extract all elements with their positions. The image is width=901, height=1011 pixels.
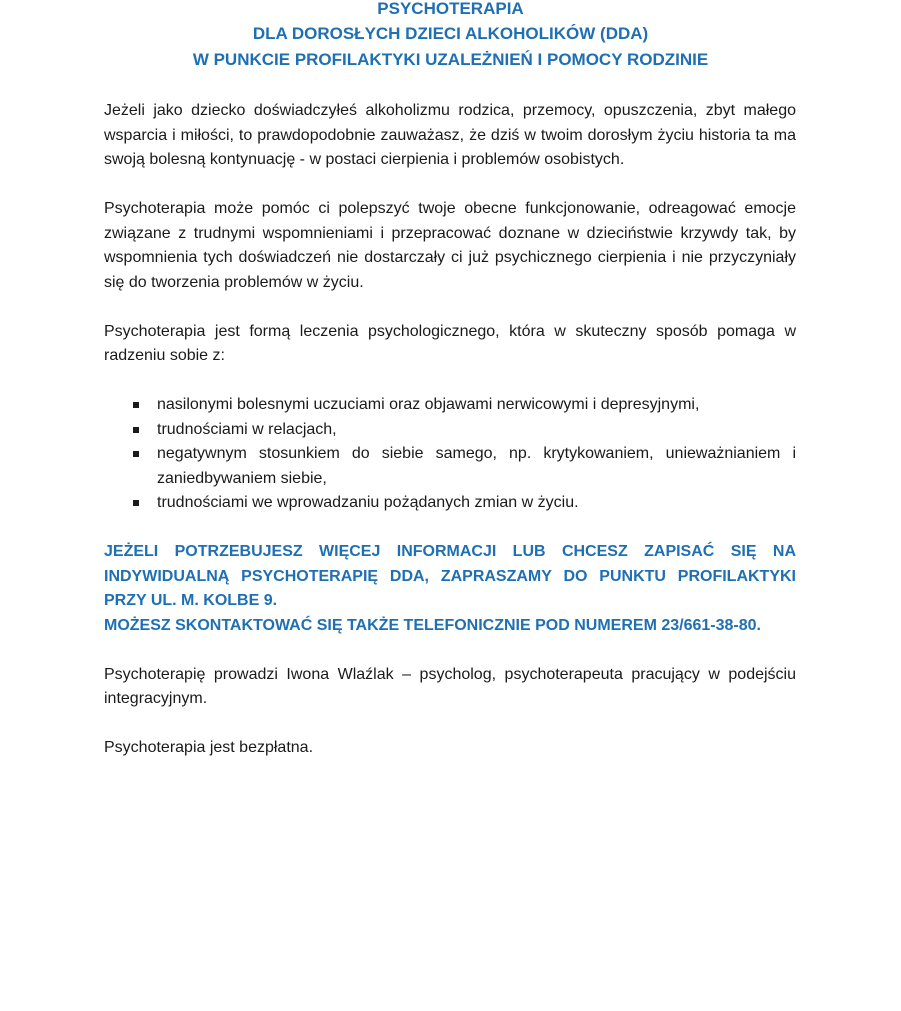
paragraph-spacer <box>104 516 796 541</box>
help-paragraph: Psychoterapia może pomóc ci polepszyć twoje obecne funkcjonowanie, odreagować emocje związane z trudnymi wspomnieniami i przepracować doznane w dzieciństwie krzywdy tak, by wspomnienia tych doświadczeń nie dostarczały ci już psychicznego cierpienia i nie przyczyniały się do tworzenia problemów w życiu. <box>104 200 796 291</box>
therapist-paragraph: Psychoterapię prowadzi Iwona Wlaźlak – psycholog, psychoterapeuta pracujący w podejściu integracyjnym. <box>104 665 796 707</box>
paragraph-spacer <box>104 295 796 320</box>
list-item <box>104 491 796 516</box>
bullet-icon <box>133 451 139 457</box>
list-item-text: trudnościami w relacjach, <box>157 420 337 438</box>
list-item-text: nasilonymi bolesnymi uczuciami oraz objawami nerwicowymi i depresyjnymi, <box>157 396 700 413</box>
contact-notice: MOŻESZ SKONTAKTOWAĆ SIĘ TAKŻE TELEFONICZNIE POD NUMEREM 23/661-38-80. <box>104 616 761 634</box>
bullet-icon <box>133 402 139 408</box>
intro-paragraph: Jeżeli jako dziecko doświadczyłeś alkoholizmu rodzica, przemocy, opuszczenia, zbyt małego wsparcia i miłości, to prawdopodobnie zauważasz, że dziś w twoim dorosłym życiu historia ta ma swoją bolesną kontynuację - w postaci cierpienia i problemów osobistych. <box>104 102 796 168</box>
paragraph-spacer <box>104 173 796 198</box>
paragraph-spacer <box>104 712 796 737</box>
paragraph-spacer <box>104 369 796 394</box>
title-line-3: W PUNKCIE PROFILAKTYKI UZALEŻNIEŃ I POMOCY RODZINIE <box>192 50 709 69</box>
document-body <box>104 99 796 761</box>
paragraph-spacer <box>104 638 796 663</box>
list-item-text: trudnościami we wprowadzaniu pożądanych zmian w życiu. <box>157 494 579 511</box>
bullet-icon <box>133 500 139 506</box>
list-item <box>104 393 796 418</box>
list-item <box>104 418 796 443</box>
title-line-1: PSYCHOTERAPIA <box>377 0 524 18</box>
title-line-2: DLA DOROSŁYCH DZIECI ALKOHOLIKÓW (DDA) <box>252 24 649 43</box>
bullet-icon <box>133 427 139 433</box>
list-item-text: negatywnym stosunkiem do siebie samego, np. krytykowaniem, unieważnianiem i zaniedbywaniem siebie, <box>157 445 796 487</box>
form-paragraph: Psychoterapia jest formą leczenia psychologicznego, która w skuteczny sposób pomaga w radzeniu sobie z: <box>104 322 796 364</box>
list-item <box>104 442 796 491</box>
info-notice: JEŻELI POTRZEBUJESZ WIĘCEJ INFORMACJI LUB CHCESZ ZAPISAĆ SIĘ NA INDYWIDUALNĄ PSYCHOTERAPIĘ DDA, ZAPRASZAMY DO PUNKTU PROFILAKTYKI PRZY UL. M. KOLBE 9. <box>104 543 796 609</box>
bullet-list <box>104 393 796 516</box>
free-paragraph: Psychoterapia jest bezpłatna. <box>104 739 314 756</box>
